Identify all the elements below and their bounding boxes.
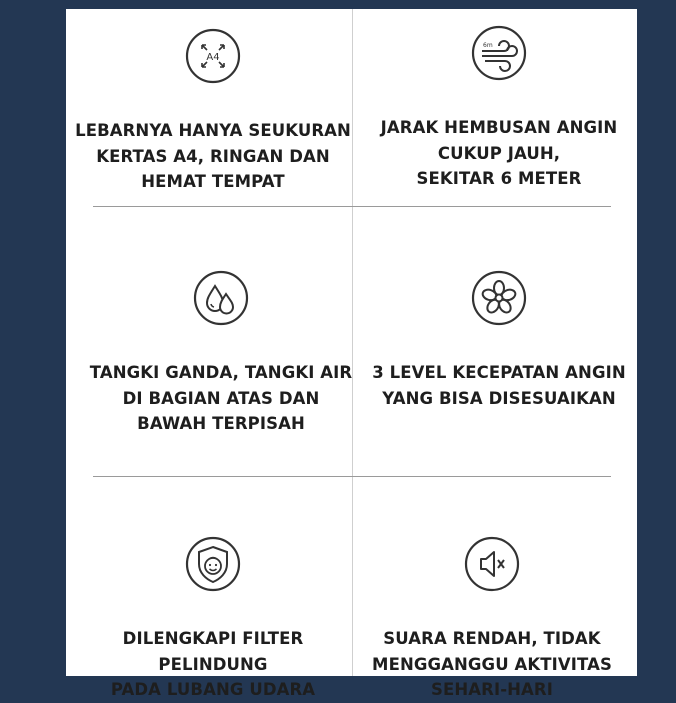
svg-text:6m: 6m (483, 42, 493, 49)
feature-text: TANGKI GANDA, TANGKI AIR DI BAGIAN ATAS DAN BAWAH TERPISAH (89, 363, 353, 433)
feature-wind-distance (356, 25, 642, 192)
shield-face-icon (185, 536, 241, 592)
wind-distance-icon (471, 25, 527, 81)
a4-size-icon (185, 28, 241, 84)
feature-text: JARAK HEMBUSAN ANGIN CUKUP JAUH, SEKITAR 6 METER (380, 118, 618, 188)
feature-text: 3 LEVEL KECEPATAN ANGIN YANG BISA DISESUAIKAN (372, 363, 626, 408)
row-divider (93, 206, 611, 207)
feature-low-noise (349, 536, 635, 703)
feature-text: LEBARNYA HANYA SEUKURAN KERTAS A4, RINGAN DAN HEMAT TEMPAT (75, 121, 351, 191)
svg-text:A4: A4 (206, 52, 220, 63)
row-divider (93, 476, 611, 477)
water-drops-icon (193, 270, 249, 326)
feature-text: DILENGKAPI FILTER PELINDUNG PADA LUBANG UDARA (110, 629, 316, 699)
feature-text: SUARA RENDAH, TIDAK MENGGANGGU AKTIVITAS SEHARI-HARI (372, 629, 612, 699)
feature-fan-speed (356, 270, 642, 411)
mute-speaker-icon (464, 536, 520, 592)
feature-filter (70, 536, 356, 703)
fan-icon (471, 270, 527, 326)
feature-a4-size (70, 28, 356, 195)
feature-water-tank (78, 270, 364, 437)
